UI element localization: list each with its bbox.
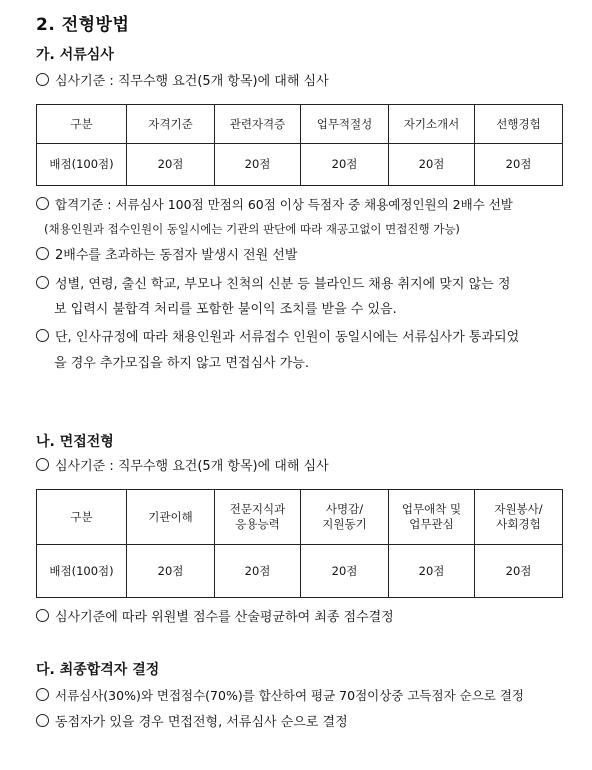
circle-bullet-icon — [36, 197, 49, 210]
circle-bullet-icon — [36, 73, 49, 86]
part-a-criteria: 심사기준 : 직무수행 요건(5개 항목)에 대해 심사 — [36, 73, 329, 90]
table-cell: 20점 — [475, 144, 563, 186]
table-header-cell: 관련자격증 — [215, 105, 301, 144]
table-header-cell: 전문지식과 응용능력 — [215, 490, 301, 545]
table-cell: 20점 — [475, 545, 563, 598]
table-cell: 20점 — [215, 144, 301, 186]
pass-note: (채용인원과 접수인원이 동일시에는 기관의 판단에 따라 재공고없이 면접진행 가능) — [44, 222, 460, 236]
blind-notice-line1: 성별, 연령, 출신 학교, 부모나 친척의 신분 등 블라인드 채용 취지에 맞지 않는 정 — [36, 276, 510, 293]
blind-notice-line2: 보 입력시 불합격 처리를 포함한 불이익 조치를 받을 수 있음. — [54, 302, 397, 317]
circle-bullet-icon — [36, 458, 49, 471]
table-cell: 20점 — [301, 144, 389, 186]
table-cell: 배점(100점) — [37, 545, 127, 598]
table-header-cell: 사명감/ 지원동기 — [301, 490, 389, 545]
section-title: 2. 전형방법 — [36, 15, 130, 35]
part-b-note: 심사기준에 따라 위원별 점수를 산술평균하여 최종 점수결정 — [36, 609, 394, 626]
document-score-table — [36, 104, 563, 186]
interview-score-table — [36, 489, 563, 598]
part-b-heading: 나. 면접전형 — [36, 434, 114, 450]
part-a-heading: 가. 서류심사 — [36, 47, 114, 63]
extra-notice-line2: 을 경우 추가모집을 하지 않고 면접심사 가능. — [54, 356, 309, 371]
table-header-cell: 업무애착 및 업무관심 — [389, 490, 475, 545]
table-header-cell: 기관이해 — [127, 490, 215, 545]
circle-bullet-icon — [36, 276, 49, 289]
pass-criteria: 합격기준 : 서류심사 100점 만점의 60점 이상 득점자 중 채용예정인원의 2배수 선발 — [36, 197, 513, 213]
part-b-criteria: 심사기준 : 직무수행 요건(5개 항목)에 대해 심사 — [36, 458, 329, 475]
circle-bullet-icon — [36, 609, 49, 622]
circle-bullet-icon — [36, 329, 49, 342]
table-header-cell: 자격기준 — [127, 105, 215, 144]
table-header-cell: 자기소개서 — [389, 105, 475, 144]
extra-notice-line1: 단, 인사규정에 따라 채용인원과 서류접수 인원이 동일시에는 서류심사가 통과되었 — [36, 329, 519, 346]
circle-bullet-icon — [36, 688, 49, 701]
table-cell: 20점 — [215, 545, 301, 598]
table-cell: 배점(100점) — [37, 144, 127, 186]
table-cell: 20점 — [127, 545, 215, 598]
table-header-cell: 자원봉사/ 사회경험 — [475, 490, 563, 545]
part-c-heading: 다. 최종합격자 결정 — [36, 662, 160, 678]
table-cell: 20점 — [389, 545, 475, 598]
table-header-cell: 선행경험 — [475, 105, 563, 144]
part-c-line1: 서류심사(30%)와 면접점수(70%)를 합산하여 평균 70점이상중 고득점자 순으로 결정 — [36, 688, 524, 704]
circle-bullet-icon — [36, 247, 49, 260]
tie-rule: 2배수를 초과하는 동점자 발생시 전원 선발 — [36, 247, 297, 264]
circle-bullet-icon — [36, 714, 49, 727]
table-header-cell: 구분 — [37, 490, 127, 545]
table-header-cell: 업무적절성 — [301, 105, 389, 144]
table-header-cell: 구분 — [37, 105, 127, 144]
table-cell: 20점 — [127, 144, 215, 186]
table-cell: 20점 — [389, 144, 475, 186]
part-c-line2: 동점자가 있을 경우 면접전형, 서류심사 순으로 결정 — [36, 714, 348, 731]
table-cell: 20점 — [301, 545, 389, 598]
